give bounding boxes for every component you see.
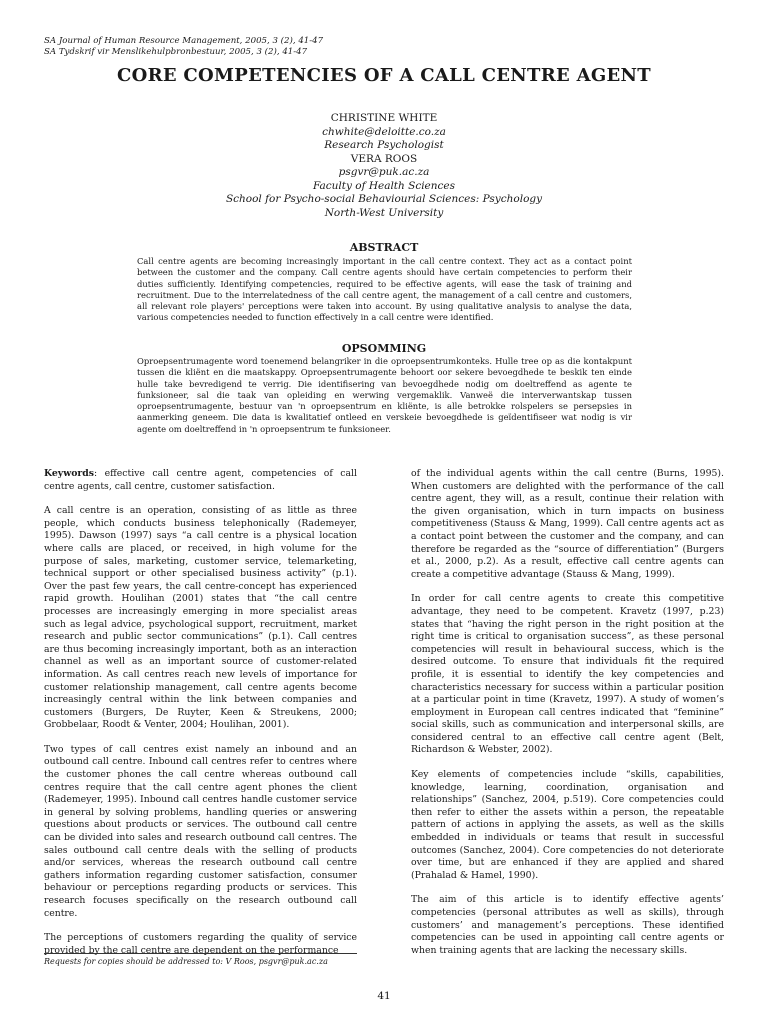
abstract-text: Call centre agents are becoming increasingly important in the call centre context. They act as a contact point between the customer and the company. Call centre agents should have certain competencies to perform their duties sufficiently. Identifying competencies, required to be effective agents, will ease the task of training and recruitment. Due to the interrelatedness of the call centre agent, the management of a call centre and customers, all relevant role players' perceptions were taken into account. By using qualitative analysis to analyse the data, various competencies needed to function effectively in a call centre were identified. — [137, 256, 632, 323]
author1-email: chwhite@deloitte.co.za — [322, 125, 446, 138]
body-paragraph: A call centre is an operation, consisting of as little as three people, which conducts business telephonically (Rademeyer, 1995). Dawson (1997) says “a call centre is a physical location where calls are placed, or received, in high volume for the purpose of sales, marketing, customer service, telemarketing, technical support or other specialised business activity” (p.1). Over the past few years, the call centre-concept has experienced rapid growth. Houlihan (2001) states that “the call centre processes are increasingly emerging in more specialist areas such as legal advice, psychological support, recruitment, market research and public sector communications” (p.1). Call centres are thus becoming increasingly important, both as an interaction channel as well as an important source of customer-related information. As call centres reach new levels of importance for customer relationship management, call centre agents become increasingly central within the link between companies and customers (Burgers, De Ruyter, Keen & Streukens, 2000; Grobbelaar, Roodt & Venter, 2004; Houlihan, 2001). — [44, 505, 357, 731]
journal-citation — [44, 36, 323, 58]
author1-name: CHRISTINE WHITE — [330, 112, 438, 124]
faculty: Faculty of Health Sciences — [312, 179, 456, 192]
author-block — [0, 112, 768, 220]
body-paragraph: Key elements of competencies include “skills, capabilities, knowledge, learning, coordination, organisation and relationships” (Sanchez, 2004, p.519). Core competencies could then refer to either the assets within a person, the repeatable pattern of actions in applying the assets, as well as the skills embedded in individuals or teams that result in successful outcomes (Sanchez, 2004). Core competencies do not deteriorate over time, but are enhanced if they are applied and shared (Prahalad & Hamel, 1990). — [411, 769, 724, 881]
opsomming-text: Oproepsentrumagente word toenemend belangriker in die oproepsentrumkonteks. Hulle tree op as die kontakpunt tussen die kliënt en die maatskappy. Oproepsentrumagente behoort oor sekere bevoegdhede te beskik ten einde hulle take bevredigend te verrig. Die identifisering van bevoegdhede nodig om doeltreffend as agente te funksioneer, sal die taak van opleiding en werwing vergemaklik. Vanweë die interverwantskap tussen oproepsentrumagente, bestuur van 'n oproepsentrum en kliënte, is alle betrokke rolspelers se persepsies in aanmerking geneem. Die data is kwalitatief ontleed en verskeie bevoegdhede is geïdentifiseer wat nodig is vir agente om doeltreffend in 'n oproepsentrum te funksioneer. — [137, 356, 632, 434]
abstract-heading: ABSTRACT — [349, 241, 419, 254]
footnote: Requests for copies should be addressed to: V Roos, psgvr@puk.ac.za — [44, 957, 328, 966]
keywords-label: Keywords — [44, 468, 95, 479]
university: North-West University — [324, 206, 444, 219]
author2-name: VERA ROOS — [350, 152, 418, 165]
opsomming-heading: OPSOMMING — [341, 342, 427, 355]
left-column — [44, 468, 357, 969]
footnote-rule — [44, 953, 357, 954]
keywords-text: : effective call centre agent, competencies of call centre agents, call centre, customer satisfaction. — [44, 468, 357, 492]
journal-citation-english: SA Journal of Human Resource Management, 2005, 3 (2), 41-47 — [44, 36, 324, 46]
body-paragraph: Two types of call centres exist namely an inbound and an outbound call centre. Inbound call centres refer to centres where the customer phones the call centre whereas outbound call centres require that the call centre agent phones the client (Rademeyer, 1995). Inbound call centres handle customer service in general by solving problems, handling queries or answering questions about products or services. The outbound call centre can be divided into sales and research outbound call centres. The sales outbound call centre deals with the selling of products and/or services, whereas the research outbound call centre gathers information regarding customer satisfaction, consumer behaviour or perceptions regarding products or services. This research focuses specifically on the research outbound call centre. — [44, 743, 357, 919]
body-paragraph: of the individual agents within the call centre (Burns, 1995). When customers are delighted with the performance of the call centre agent, they will, as a result, continue their relation with the given organisation, which in turn impacts on business competitiveness (Stauss & Mang, 1999). Call centre agents act as a contact point between the customer and the company, and can therefore be regarded as the “source of differentiation” (Burgers et al., 2000, p.2). As a result, effective call centre agents can create a competitive advantage (Stauss & Mang, 1999). — [411, 468, 724, 580]
author2-email: psgvr@puk.ac.za — [338, 166, 430, 178]
right-column — [411, 468, 724, 969]
school: School for Psycho-social Behaviourial Sciences: Psychology — [225, 193, 543, 205]
body-paragraph: In order for call centre agents to create this competitive advantage, they need to be competent. Kravetz (1997, p.23) states that “having the right person in the right position at the right time is critical to organisation success”, as these personal competencies will result in behavioural success, which is the desired outcome. To ensure that individuals fit the required profile, it is essential to identify the key competencies and characteristics necessary for success within a particular position at a particular point in time (Kravetz, 1997). A study of women’s employment in European call centres indicated that “feminine” social skills, such as communication and interpersonal skills, are considered central to an effective call centre agent (Belt, Richardson & Webster, 2002). — [411, 593, 724, 756]
keywords — [44, 468, 357, 493]
author1-role: Research Psychologist — [324, 139, 444, 151]
body-paragraph: The perceptions of customers regarding the quality of service provided by the call centre are dependent on the performance — [44, 932, 357, 956]
paper-title: CORE COMPETENCIES OF A CALL CENTRE AGENT — [116, 65, 651, 86]
page-number: 41 — [377, 990, 391, 1002]
journal-citation-afrikaans: SA Tydskrif vir Menslikehulpbronbestuur, 2005, 3 (2), 41-47 — [44, 47, 308, 57]
body-paragraph: The aim of this article is to identify effective agents’ competencies (personal attributes as well as skills), through customers’ and management’s perceptions. These identified competencies can be used in appointing call centre agents or when training agents that are lacking the necessary skills. — [411, 894, 724, 956]
